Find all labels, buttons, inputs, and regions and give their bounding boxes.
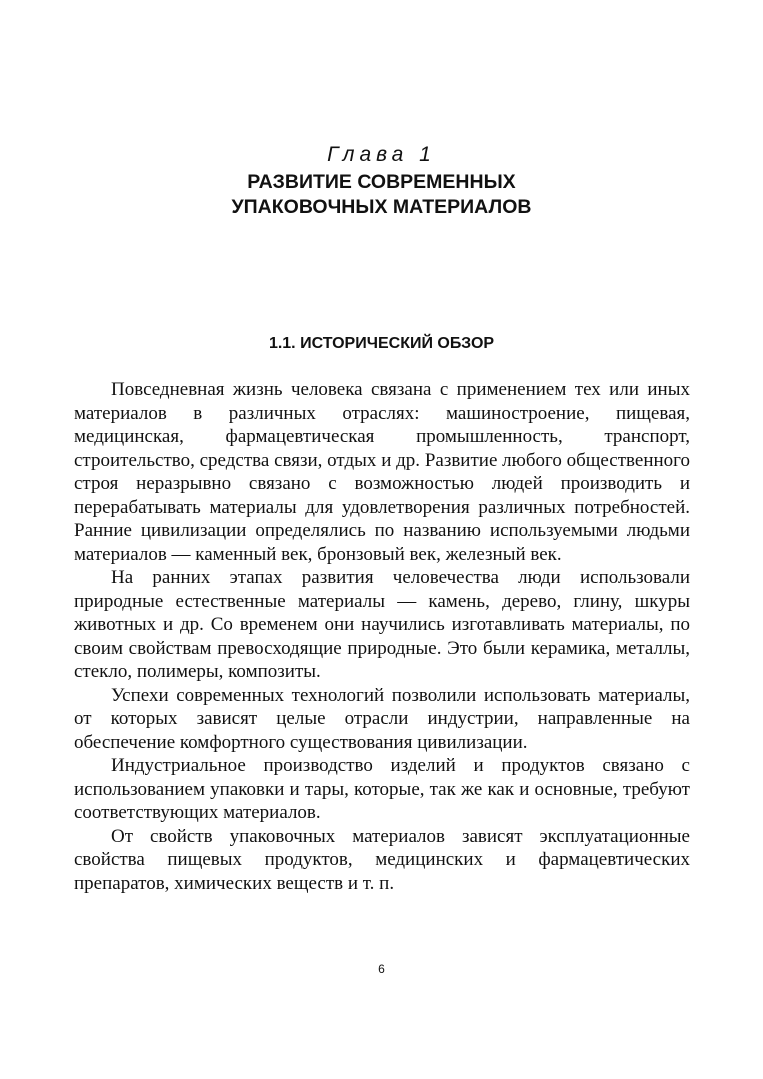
body-text bbox=[74, 378, 690, 895]
chapter-title-line-2: УПАКОВОЧНЫХ МАТЕРИАЛОВ bbox=[231, 196, 532, 218]
paragraph-5: От свойств упаковочных материалов зависят эксплуатационные свойства пищевых продуктов, медицинских и фармацевтических препаратов, химических веществ и т. п. bbox=[74, 825, 690, 894]
chapter-title-line-1: РАЗВИТИЕ СОВРЕМЕННЫХ bbox=[247, 171, 516, 193]
section-title: 1.1. ИСТОРИЧЕСКИЙ ОБЗОР bbox=[268, 335, 495, 352]
paragraph-4: Индустриальное производство изделий и продуктов связано с использованием упаковки и тары, которые, так же как и основные, требуют соответствующих материалов. bbox=[74, 755, 690, 823]
paragraph-3: Успехи современных технологий позволили использовать материалы, от которых зависят целые отрасли индустрии, направленные на обеспечение комфортного существования цивилизации. bbox=[74, 684, 690, 753]
chapter-label: Глава 1 bbox=[327, 143, 436, 166]
paragraph-2: На ранних этапах развития человечества люди использовали природные естественные материалы — камень, дерево, глину, шкуры животных и др. Со временем они научились изготавливать материалы, по своим свойствам превосходящие природные. Это были керамика, металлы, стекло, полимеры, композиты. bbox=[74, 567, 690, 682]
paragraph-1: Повседневная жизнь человека связана с применением тех или иных материалов в различных отраслях: машиностроение, пищевая, медицинская, фармацевтическая промышленность, транспорт, строительство, средства связи, отдых и др. Развитие любого общественного строя неразрывно связано с возможностью людей производить и перерабатывать материалы для удовлетворения различных потребностей. Ранние цивилизации определялись по названию используемыми людьми материалов — каменный век, бронзовый век, железный век. bbox=[74, 379, 690, 565]
chapter-title bbox=[0, 170, 763, 220]
page-number: 6 bbox=[378, 962, 385, 976]
